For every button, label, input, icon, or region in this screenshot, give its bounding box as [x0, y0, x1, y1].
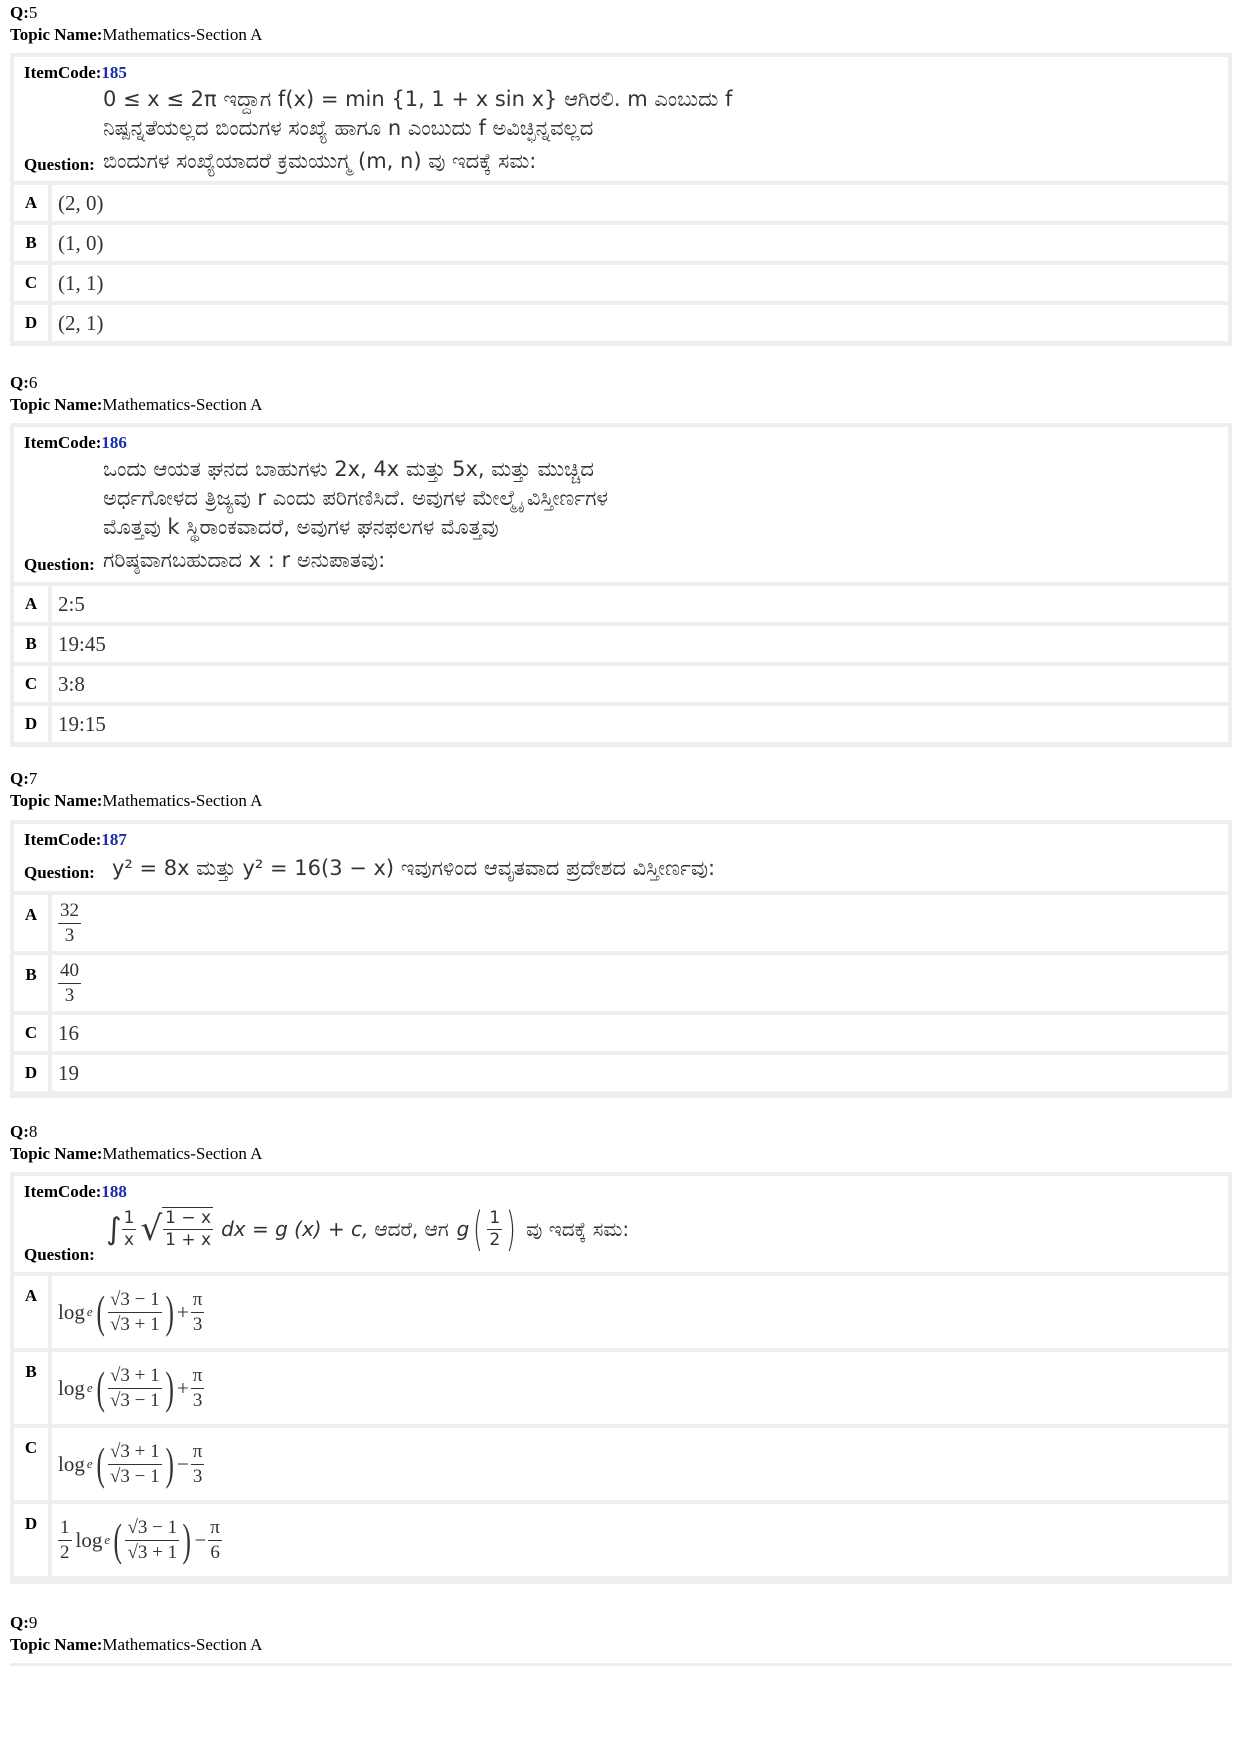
question-text: 0 ≤ x ≤ 2π ಇದ್ದಾಗ f(x) = min {1, 1 + x sin x} ಆಗಿರಲಿ. m ಎಂಬುದು f ನಿಷ್ಪನ್ನತೆಯಲ್ಲದ ಬಿಂದುಗಳ ಸಂಖ್ಯೆ ಹಾಗೂ n ಎಂಬುದು f ಅವಿಚ್ಛಿನ್ನವಲ್ಲದ — [103, 87, 733, 140]
item-code: ItemCode:188 — [24, 1182, 127, 1201]
item-code: ItemCode:185 — [24, 63, 127, 82]
option-b[interactable]: B log e ( √ 3 + 1 √ 3 − 1 ) + $\frac{\pi}{3}$ — [14, 1352, 1228, 1424]
question-formula: ∫ $\frac{1}{x}$ √ $\frac{1 - x}{1 + x}$ dx = g (x) + c, ಆದರೆ, ಆಗ g ( $\frac{1}{2}$ ) ವು ಇದಕ್ಕೆ ಸಮ: — [106, 1202, 630, 1256]
question-label: Question: — [24, 863, 95, 882]
option-b[interactable]: B $\frac{40}{3}$ — [14, 955, 1228, 1011]
item-code: ItemCode:187 — [24, 830, 127, 849]
option-c[interactable]: C log e ( √ 3 + 1 √ 3 − 1 ) − $\frac{\pi}{3}$ — [14, 1428, 1228, 1500]
option-d[interactable]: D 19 — [14, 1055, 1228, 1091]
question-header: Q:7 Topic Name:Mathematics-Section A — [10, 769, 263, 810]
item-code: ItemCode:186 — [24, 433, 127, 452]
option-c[interactable]: C 16 — [14, 1015, 1228, 1051]
divider — [10, 1663, 1232, 1666]
option-a[interactable]: A log e ( √ 3 − 1 √ 3 + 1 ) + $\frac{\pi}{3}$ — [14, 1276, 1228, 1348]
question-stem — [14, 824, 1228, 891]
question-card — [10, 1172, 1232, 1584]
question-stem — [14, 57, 1228, 181]
question-header: Q:8 Topic Name:Mathematics-Section A — [10, 1122, 263, 1163]
question-stem — [14, 1176, 1228, 1272]
question-label: Question: — [24, 1245, 95, 1264]
option-d[interactable]: D 19:15 — [14, 706, 1228, 742]
option-a[interactable]: A (2, 0) — [14, 185, 1228, 221]
question-header: Q:5 Topic Name:Mathematics-Section A — [10, 3, 263, 44]
option-a[interactable]: A 2:5 — [14, 586, 1228, 622]
option-d[interactable]: D (2, 1) — [14, 305, 1228, 341]
question-label: Question: — [24, 155, 95, 174]
option-c[interactable]: C (1, 1) — [14, 265, 1228, 301]
question-text: ಒಂದು ಆಯತ ಘನದ ಬಾಹುಗಳು 2x, 4x ಮತ್ತು 5x, ಮತ್ತು ಮುಚ್ಚಿದ ಅರ್ಧಗೋಳದ ತ್ರಿಜ್ಯವು r ಎಂದು ಪರಿಗಣಿಸಿದೆ. ಅವುಗಳ ಮೇಲ್ಮೈ ವಿಸ್ತೀರ್ಣಗಳ ಮೊತ್ತವು k ಸ್ಥಿರಾಂಕವಾದರೆ, ಅವುಗಳ ಘನಫಲಗಳ ಮೊತ್ತವು — [103, 457, 608, 539]
option-b[interactable]: B 19:45 — [14, 626, 1228, 662]
question-card — [10, 423, 1232, 747]
option-a[interactable]: A $\frac{32}{3}$ — [14, 895, 1228, 951]
question-header: Q:9 Topic Name:Mathematics-Section A — [10, 1613, 263, 1654]
question-stem — [14, 427, 1228, 582]
option-d[interactable]: D $\frac{1}{2}$ log e ( √ 3 − 1 √ 3 + 1 ) − $\frac{\pi}{6}$ — [14, 1504, 1228, 1576]
question-text-line: ಬಿಂದುಗಳ ಸಂಖ್ಯೆಯಾದರೆ ಕ್ರಮಯುಗ್ಮ (m, n) ವು ಇದಕ್ಕೆ ಸಮ: — [103, 149, 537, 173]
question-header: Q:6 Topic Name:Mathematics-Section A — [10, 373, 263, 414]
option-b[interactable]: B (1, 0) — [14, 225, 1228, 261]
question-text-line: y² = 8x ಮತ್ತು y² = 16(3 − x) ಇವುಗಳಿಂದ ಆವೃತವಾದ ಪ್ರದೇಶದ ವಿಸ್ತೀರ್ಣವು: — [112, 856, 716, 880]
question-text-line: ಗರಿಷ್ಠವಾಗಬಹುದಾದ x : r ಅನುಪಾತವು: — [103, 548, 386, 572]
question-card — [10, 820, 1232, 1098]
option-c[interactable]: C 3:8 — [14, 666, 1228, 702]
question-label: Question: — [24, 555, 95, 574]
question-card — [10, 53, 1232, 346]
